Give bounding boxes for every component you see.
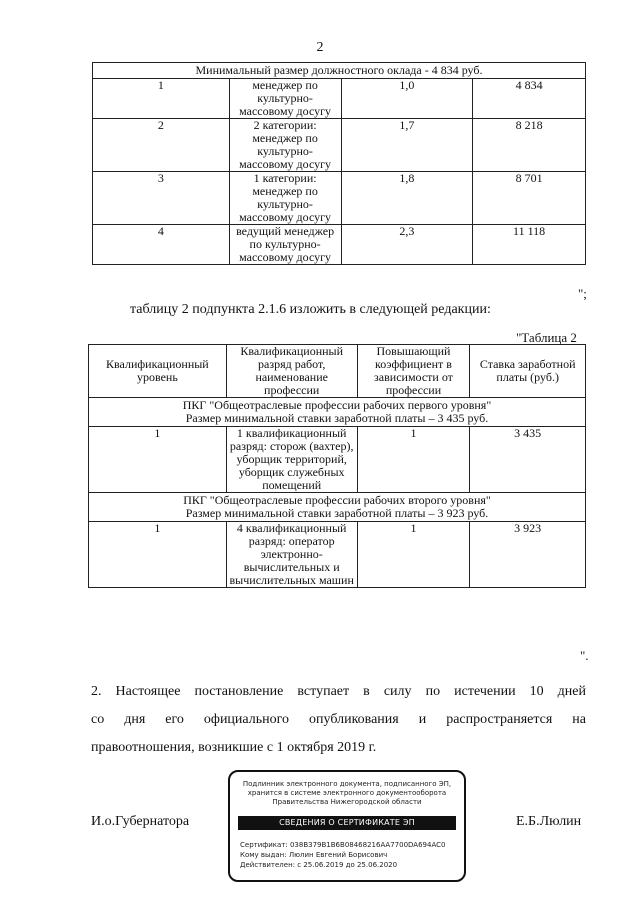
salary-table-1	[92, 62, 586, 265]
stamp-cert-info	[240, 840, 445, 870]
group-header-row	[89, 398, 586, 427]
table-row: 1 1 квалификационный разряд: сторож (вахтер), уборщик территорий, уборщик служебных помещений 1 3 435	[89, 427, 586, 493]
paragraph-line: 2. Настоящее постановление вступает в силу по истечении 10 дней	[91, 684, 586, 699]
table-row: 1 4 квалификационный разряд: оператор электронно-вычислительных и вычислительных машин 1 3 923	[89, 522, 586, 588]
table-row: 4 ведущий менеджер по культурно-массовому досугу 2,3 11 118	[93, 225, 586, 265]
cert-owner: Кому выдан: Люлин Евгений Борисович	[240, 851, 388, 859]
intro-paragraph: таблицу 2 подпункта 2.1.6 изложить в следующей редакции:	[130, 302, 491, 317]
column-header: Квалификационный разряд работ, наименование профессии	[226, 345, 357, 398]
paragraph-line: правоотношения, возникшие с 1 октября 2019 г.	[91, 740, 377, 755]
column-header: Ставка заработной платы (руб.)	[470, 345, 586, 398]
cert-validity: Действителен: с 25.06.2019 до 25.06.2020	[240, 861, 398, 869]
table-row: 2 2 категории: менеджер по культурно-массовому досугу 1,7 8 218	[93, 119, 586, 172]
stamp-title-bar: СВЕДЕНИЯ О СЕРТИФИКАТЕ ЭП	[238, 816, 456, 830]
signatory-title: И.о.Губернатора	[91, 814, 190, 829]
signatory-name: Е.Б.Люлин	[516, 814, 582, 829]
group-header-row	[89, 493, 586, 522]
e-signature-stamp	[228, 770, 466, 882]
column-header: Повышающий коэффициент в зависимости от профессии	[357, 345, 470, 398]
closing-quote-2: ".	[580, 648, 589, 663]
group-title: ПКГ "Общеотраслевые профессии рабочих второго уровня"	[183, 493, 491, 507]
stamp-notice: Подлинник электронного документа, подписанного ЭП, хранится в системе электронного документооборота Правительства Нижегородской области	[242, 780, 452, 806]
table1-span-header: Минимальный размер должностного оклада - 4 834 руб.	[93, 63, 586, 79]
paragraph-line: со дня его официального опубликования и распространяется на	[91, 712, 586, 727]
cert-number: Сертификат: 038B379B1B6B08468216AA7700DA694AC0	[240, 841, 446, 849]
closing-quote-1: ";	[578, 286, 587, 301]
column-header: Квалификационный уровень	[89, 345, 227, 398]
table2-label: "Таблица 2	[516, 330, 577, 345]
salary-table-2	[88, 344, 586, 588]
group-rate: Размер минимальной ставки заработной платы – 3 923 руб.	[185, 506, 489, 520]
page-number: 2	[316, 40, 324, 55]
group-title: ПКГ "Общеотраслевые профессии рабочих первого уровня"	[182, 398, 492, 412]
group-rate: Размер минимальной ставки заработной платы – 3 435 руб.	[185, 411, 489, 425]
table-row: 1 менеджер по культурно-массовому досугу 1,0 4 834	[93, 79, 586, 119]
table-row: 3 1 категории: менеджер по культурно-массовому досугу 1,8 8 701	[93, 172, 586, 225]
table2-header-row	[89, 345, 586, 398]
